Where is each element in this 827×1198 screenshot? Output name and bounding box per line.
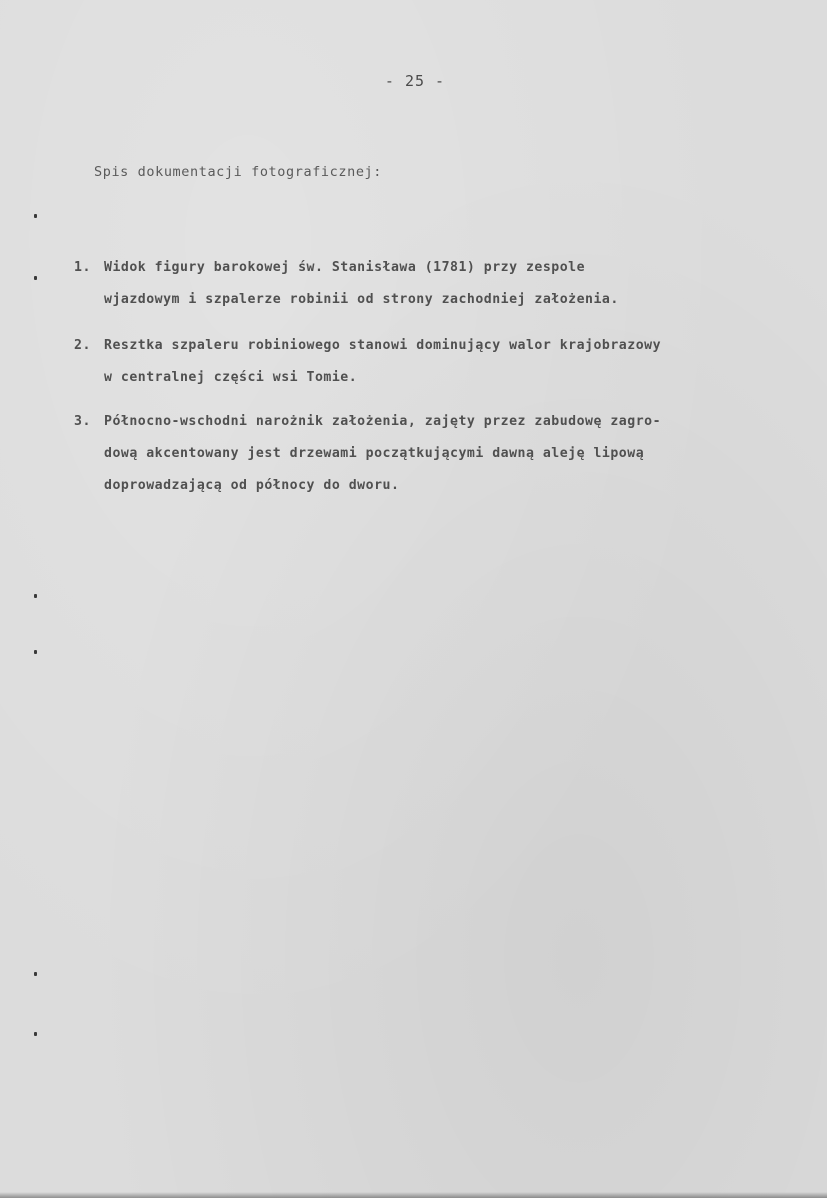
margin-mark [34, 650, 37, 654]
list-item-line: dową akcentowany jest drzewami początkującymi dawną aleję lipową [104, 446, 645, 461]
list-item-number: 1. [74, 260, 91, 275]
list-item-line: w centralnej części wsi Tomie. [104, 370, 358, 385]
margin-mark [34, 594, 37, 598]
list-item-line: Północno-wschodni narożnik założenia, zajęty przez zabudowę zagro- [104, 414, 662, 429]
list-item-line: Resztka szpaleru robiniowego stanowi dominujący walor krajobrazowy [104, 338, 662, 353]
margin-mark [34, 276, 37, 280]
list-item-line: wjazdowym i szpalerze robinii od strony zachodniej założenia. [104, 292, 619, 307]
page-number: - 25 - [384, 72, 446, 90]
document-heading: Spis dokumentacji fotograficznej: [94, 164, 383, 180]
list-item-number: 3. [74, 414, 91, 429]
list-item-number: 2. [74, 338, 91, 353]
margin-mark [34, 972, 37, 976]
list-item-line: doprowadzającą od północy do dworu. [104, 478, 400, 493]
list-item [74, 252, 804, 316]
list-item [74, 406, 804, 502]
list-item-line: Widok figury barokowej św. Stanisława (1781) przy zespole [104, 260, 586, 275]
margin-mark [34, 1032, 37, 1036]
margin-mark [34, 214, 37, 218]
list-item [74, 330, 804, 394]
